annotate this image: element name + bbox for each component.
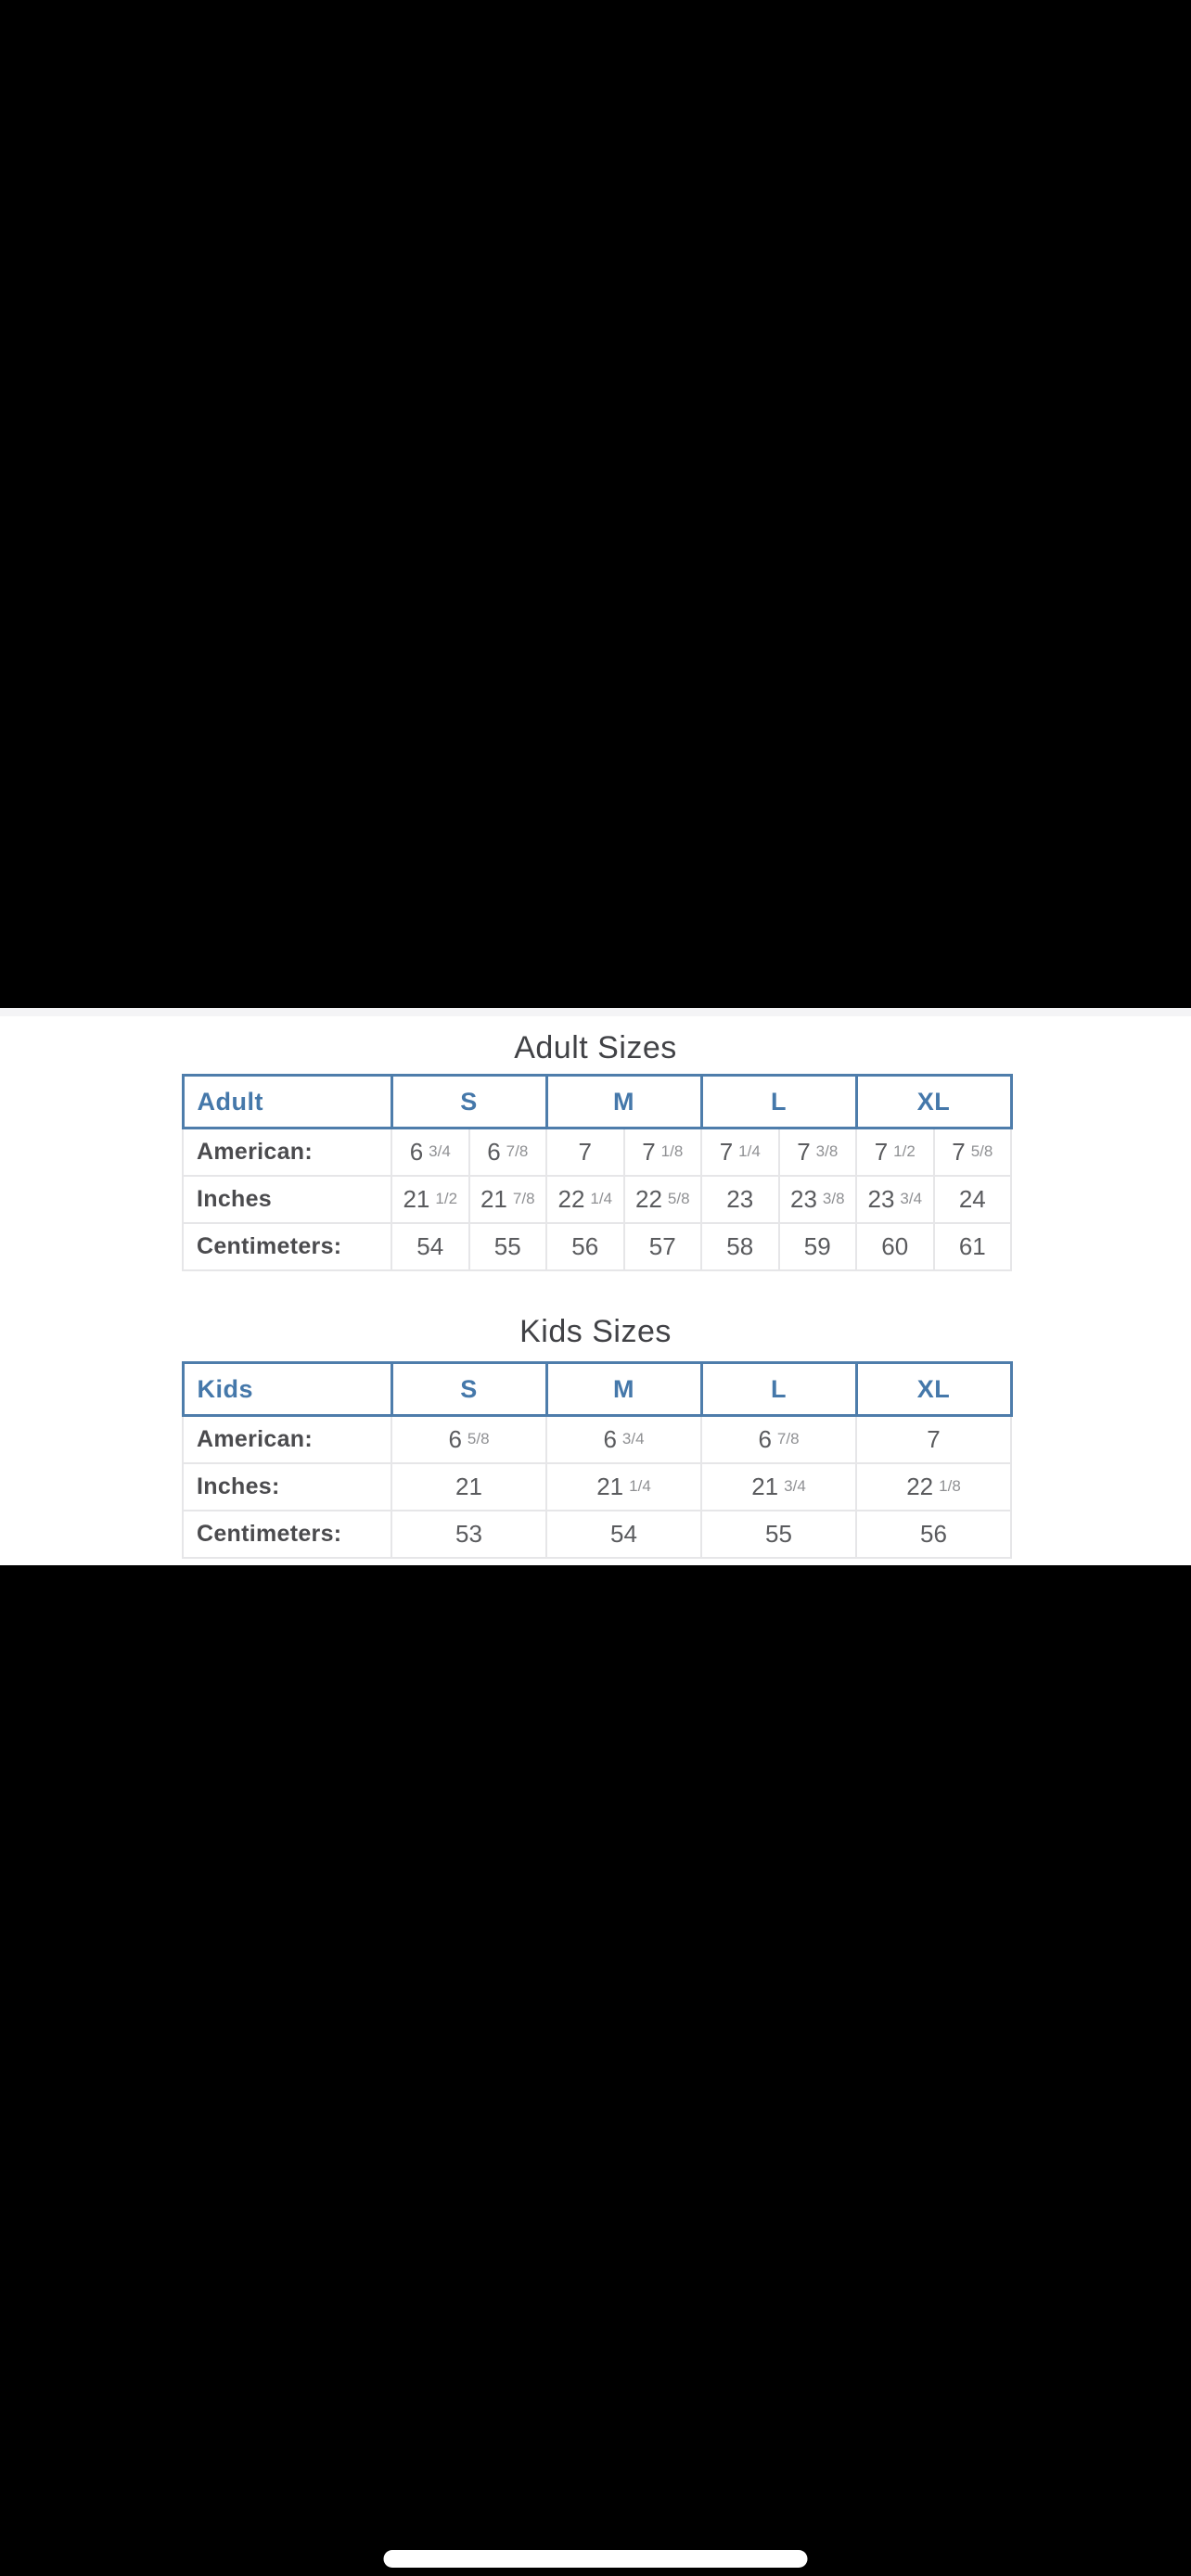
size-header-m: M	[546, 1363, 701, 1416]
size-value: 58	[726, 1232, 754, 1260]
size-cell	[624, 1223, 702, 1270]
size-fraction: 3/4	[784, 1477, 806, 1495]
size-cell	[546, 1223, 624, 1270]
size-value: 21	[480, 1185, 507, 1213]
size-value: 57	[648, 1232, 676, 1260]
size-fraction: 1/4	[738, 1142, 761, 1160]
size-cell	[701, 1463, 856, 1511]
size-value: 7	[952, 1138, 966, 1166]
size-value: 56	[920, 1520, 947, 1548]
size-fraction: 1/2	[893, 1142, 916, 1160]
size-value: 7	[578, 1138, 592, 1166]
size-cell	[546, 1416, 701, 1464]
size-header-s: S	[391, 1076, 546, 1129]
size-cell	[391, 1416, 546, 1464]
size-fraction: 1/4	[590, 1190, 613, 1207]
size-cell	[934, 1129, 1012, 1177]
row-label: American:	[183, 1129, 391, 1177]
table-row	[183, 1416, 1011, 1464]
size-cell	[701, 1129, 779, 1177]
row-label: Inches	[183, 1176, 391, 1223]
size-charts	[182, 1029, 1010, 1559]
size-value: 55	[493, 1232, 521, 1260]
size-value: 21	[403, 1185, 430, 1213]
size-cell	[624, 1129, 702, 1177]
size-fraction: 5/8	[467, 1430, 490, 1447]
size-cell	[546, 1463, 701, 1511]
size-value: 56	[571, 1232, 599, 1260]
header-row	[183, 1076, 1011, 1129]
table-row	[183, 1511, 1011, 1558]
size-cell	[391, 1223, 469, 1270]
size-fraction: 7/8	[776, 1430, 800, 1447]
size-fraction: 3/4	[900, 1190, 923, 1207]
size-cell	[701, 1511, 856, 1558]
size-cell	[779, 1176, 857, 1223]
size-fraction: 5/8	[667, 1190, 690, 1207]
size-cell	[391, 1511, 546, 1558]
size-fraction: 1/2	[435, 1190, 458, 1207]
size-cell	[391, 1463, 546, 1511]
size-value: 7	[642, 1138, 656, 1166]
size-cell	[546, 1176, 624, 1223]
table-row	[183, 1463, 1011, 1511]
row-label: Inches:	[183, 1463, 391, 1511]
size-value: 53	[455, 1520, 482, 1548]
size-fraction: 3/4	[621, 1430, 645, 1447]
size-value: 23	[867, 1185, 895, 1213]
size-header-xl: XL	[856, 1363, 1011, 1416]
size-fraction: 7/8	[512, 1190, 535, 1207]
size-cell	[856, 1129, 934, 1177]
size-value: 7	[927, 1425, 941, 1453]
size-cell	[856, 1176, 934, 1223]
header-row	[183, 1363, 1011, 1416]
size-value: 6	[603, 1425, 617, 1453]
size-value: 6	[409, 1138, 424, 1166]
size-value: 61	[958, 1232, 986, 1260]
size-fraction: 3/8	[822, 1190, 845, 1207]
size-table	[182, 1074, 1013, 1271]
size-value: 21	[596, 1473, 624, 1500]
table-corner-label: Kids	[183, 1363, 391, 1416]
size-cell	[469, 1129, 547, 1177]
size-value: 22	[906, 1473, 934, 1500]
size-cell	[624, 1176, 702, 1223]
size-fraction: 3/4	[429, 1142, 451, 1160]
size-value: 59	[803, 1232, 831, 1260]
size-header-l: L	[701, 1076, 856, 1129]
size-header-l: L	[701, 1363, 856, 1416]
row-label: Centimeters:	[183, 1223, 391, 1270]
size-cell	[856, 1463, 1011, 1511]
size-value: 55	[765, 1520, 792, 1548]
size-cell	[469, 1176, 547, 1223]
size-value: 6	[487, 1138, 501, 1166]
size-value: 21	[455, 1473, 482, 1500]
size-value: 23	[726, 1185, 754, 1213]
size-value: 54	[416, 1232, 444, 1260]
table-row	[183, 1223, 1011, 1270]
table-title: Kids Sizes	[519, 1314, 672, 1349]
size-cell	[856, 1416, 1011, 1464]
content-top-strip	[0, 1008, 1191, 1016]
size-value: 7	[719, 1138, 734, 1166]
size-cell	[391, 1129, 469, 1177]
size-cell	[546, 1129, 624, 1177]
row-label: Centimeters:	[183, 1511, 391, 1558]
table-row	[183, 1129, 1011, 1177]
size-value: 60	[881, 1232, 909, 1260]
size-fraction: 1/8	[939, 1477, 961, 1495]
size-cell	[856, 1511, 1011, 1558]
size-header-s: S	[391, 1363, 546, 1416]
size-cell	[701, 1223, 779, 1270]
size-value: 22	[557, 1185, 585, 1213]
size-cell	[701, 1416, 856, 1464]
size-fraction: 1/8	[660, 1142, 684, 1160]
size-fraction: 5/8	[970, 1142, 993, 1160]
size-cell	[701, 1176, 779, 1223]
browser-content-area	[0, 1008, 1191, 1565]
size-cell	[546, 1511, 701, 1558]
size-fraction: 7/8	[506, 1142, 529, 1160]
size-value: 7	[874, 1138, 889, 1166]
size-value: 23	[789, 1185, 817, 1213]
size-fraction: 1/4	[629, 1477, 651, 1495]
size-value: 21	[751, 1473, 779, 1500]
size-value: 6	[758, 1425, 772, 1453]
size-value: 22	[634, 1185, 662, 1213]
size-cell	[934, 1176, 1012, 1223]
home-indicator[interactable]	[384, 2550, 808, 2568]
table-row	[183, 1176, 1011, 1223]
table-corner-label: Adult	[183, 1076, 391, 1129]
size-cell	[391, 1176, 469, 1223]
size-value: 24	[958, 1185, 986, 1213]
size-value: 6	[448, 1425, 462, 1453]
size-cell	[934, 1223, 1012, 1270]
row-label: American:	[183, 1416, 391, 1464]
size-cell	[779, 1129, 857, 1177]
size-cell	[469, 1223, 547, 1270]
size-header-m: M	[546, 1076, 701, 1129]
size-fraction: 3/8	[815, 1142, 839, 1160]
size-value: 7	[797, 1138, 811, 1166]
table-title: Adult Sizes	[514, 1030, 677, 1065]
size-cell	[779, 1223, 857, 1270]
size-value: 54	[610, 1520, 637, 1548]
size-cell	[856, 1223, 934, 1270]
size-table	[182, 1361, 1013, 1559]
size-header-xl: XL	[856, 1076, 1011, 1129]
